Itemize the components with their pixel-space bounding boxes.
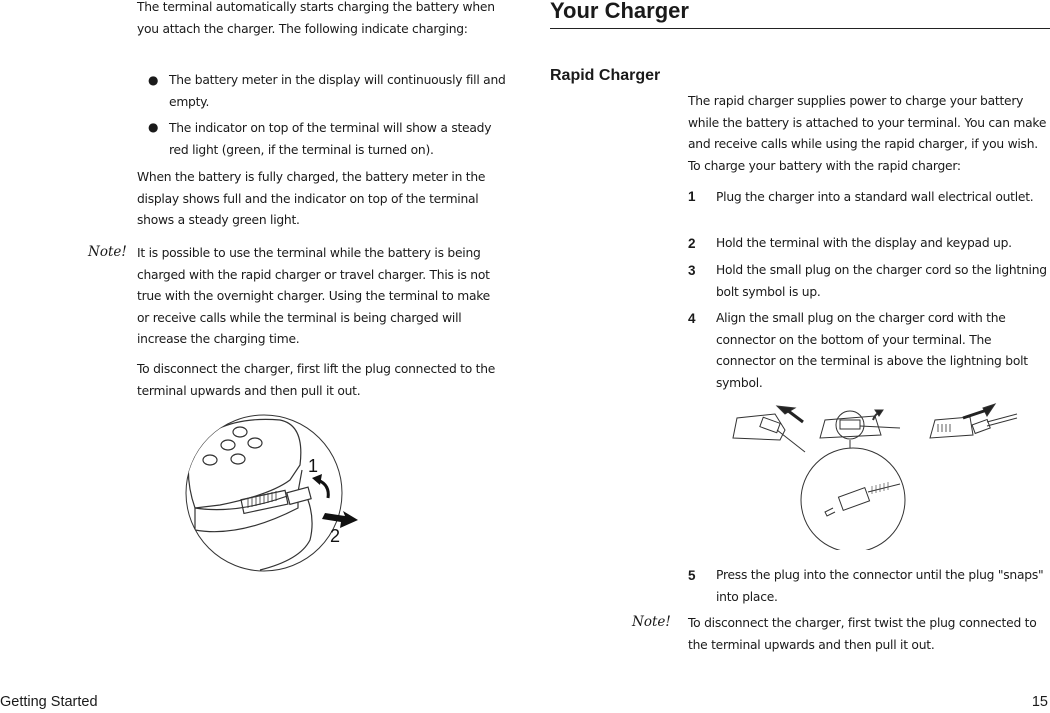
- intro-paragraph: The terminal automatically starts charging the battery when you attach the charger. The following indicate charging:: [137, 0, 495, 36]
- figure-label-2: 2: [330, 526, 341, 546]
- step-text: Press the plug into the connector until the plug "snaps" into place.: [716, 568, 1044, 604]
- page-title: Your Charger: [550, 0, 689, 23]
- rapid-charger-intro: The rapid charger supplies power to charge your battery while the battery is attached to your terminal. You can make and receive calls while using the rapid charger, if you wish. To charge your battery with the rapid charger:: [688, 94, 1047, 173]
- bullet-dot: ●: [148, 120, 159, 134]
- note-paragraph: To disconnect the charger, first twist the plug connected to the terminal upwards and then pull it out.: [688, 616, 1037, 652]
- note-label: Note!: [632, 614, 671, 630]
- footer-section-title: Getting Started: [0, 694, 98, 710]
- full-charge-paragraph: When the battery is fully charged, the battery meter in the display shows full and the indicator on top of the terminal shows a steady green light.: [137, 170, 486, 227]
- step-number: 4: [688, 311, 696, 326]
- disconnect-paragraph: To disconnect the charger, first lift the plug connected to the terminal upwards and then pull it out.: [137, 362, 496, 398]
- step-text: Hold the small plug on the charger cord so the lightning bolt symbol is up.: [716, 263, 1047, 299]
- figure-label-1: 1: [308, 456, 319, 476]
- step-number: 5: [688, 568, 696, 583]
- bullet-dot: ●: [148, 73, 159, 87]
- step-text: Plug the charger into a standard wall electrical outlet.: [716, 190, 1034, 204]
- bullet-item-indicator: The indicator on top of the terminal will show a steady red light (green, if the terminal is turned on).: [169, 121, 492, 157]
- bullet-item-battery-meter: The battery meter in the display will continuously fill and empty.: [169, 73, 506, 109]
- step-number: 1: [688, 189, 696, 204]
- plug-alignment-illustration: [725, 400, 1025, 550]
- step-text: Align the small plug on the charger cord with the connector on the bottom of your terminal. The connector on the terminal is above the lightning bolt symbol.: [716, 311, 1028, 390]
- note-label: Note!: [88, 244, 127, 260]
- step-number: 2: [688, 236, 696, 251]
- section-heading: Rapid Charger: [550, 67, 661, 84]
- step-number: 3: [688, 263, 696, 278]
- page-number: 15: [1031, 694, 1048, 710]
- title-rule: [550, 28, 1050, 29]
- step-text: Hold the terminal with the display and keypad up.: [716, 236, 1012, 250]
- terminal-charger-illustration: [180, 410, 360, 580]
- note-paragraph: It is possible to use the terminal while the battery is being charged with the rapid charger or travel charger. This is not true with the overnight charger. Using the terminal to make or receive calls while the terminal is being charged will increase the charging time.: [137, 246, 490, 346]
